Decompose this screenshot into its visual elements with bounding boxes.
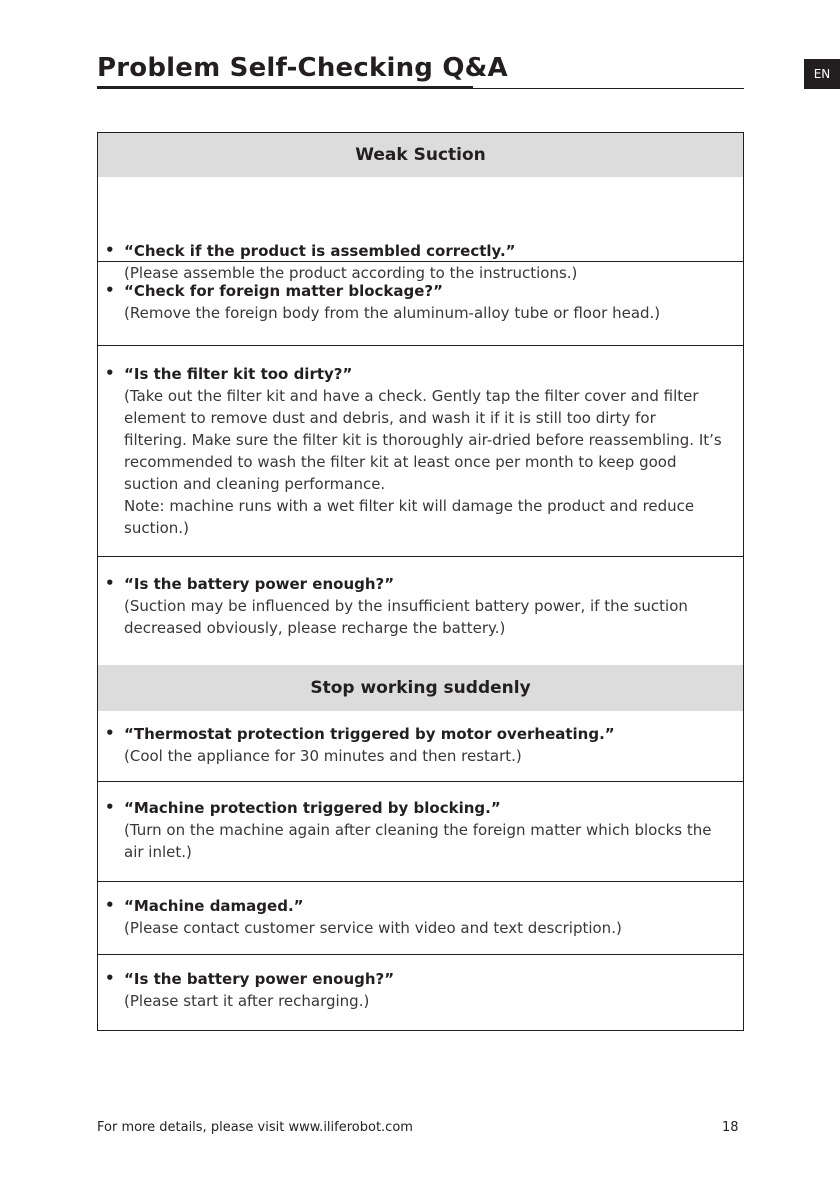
question-text: “Is the battery power enough?”: [124, 970, 395, 988]
question-text: “Is the battery power enough?”: [124, 575, 395, 593]
question-text: “Thermostat protection triggered by motor overheating.”: [124, 725, 615, 743]
qa-item: [98, 557, 743, 665]
header-rule: [97, 88, 744, 89]
question-text: “Is the filter kit too dirty?”: [124, 365, 353, 383]
question-text: “Machine protection triggered by blocking.”: [124, 799, 501, 817]
answer-text: (Suction may be influenced by the insufficient battery power, if the suction decreased obviously, please recharge the battery.): [124, 597, 688, 637]
qa-item: [98, 782, 743, 882]
bullet-icon: •: [105, 241, 115, 259]
qa-item: [98, 955, 743, 1030]
bullet-icon: •: [105, 574, 115, 592]
note-text: Note: machine runs with a wet filter kit will damage the product and reduce suction.): [124, 497, 695, 537]
section-heading-weak-suction: Weak Suction: [98, 133, 743, 177]
bullet-icon: •: [105, 896, 115, 914]
qa-item: [98, 882, 743, 955]
language-badge: EN: [804, 59, 840, 89]
page-number: 18: [722, 1120, 739, 1135]
bullet-icon: •: [105, 364, 115, 382]
bullet-icon: •: [105, 969, 115, 987]
qa-table: [97, 132, 744, 1031]
question-text: “Machine damaged.”: [124, 897, 304, 915]
answer-text: (Please assemble the product according to the instructions.): [124, 264, 578, 282]
page-title: Problem Self-Checking Q&A: [97, 53, 508, 83]
bullet-icon: •: [105, 281, 115, 299]
qa-item: [98, 711, 743, 782]
answer-text: (Cool the appliance for 30 minutes and then restart.): [124, 747, 522, 765]
question-text: “Check for foreign matter blockage?”: [124, 282, 443, 300]
answer-text: (Turn on the machine again after cleaning the foreign matter which blocks the air inlet.): [124, 821, 712, 861]
section-heading-stop-working: Stop working suddenly: [98, 665, 743, 711]
qa-item: [98, 177, 743, 282]
qa-item: [98, 262, 743, 346]
footer-website-note: For more details, please visit www.iliferobot.com: [97, 1120, 413, 1135]
answer-text: (Please start it after recharging.): [124, 992, 370, 1010]
answer-text: (Remove the foreign body from the aluminum-alloy tube or floor head.): [124, 304, 661, 322]
qa-item: [98, 346, 743, 557]
answer-text: (Please contact customer service with video and text description.): [124, 919, 622, 937]
bullet-icon: •: [105, 724, 115, 742]
answer-text: (Take out the filter kit and have a check. Gently tap the filter cover and filter element to remove dust and debris, and wash it if it is still too dirty for filtering. Make sure the filter kit is thoroughly air-dried before reassembling. It’s recommended to wash the filter kit at least once per month to keep good suction and cleaning performance.: [124, 387, 722, 493]
question-text: “Check if the product is assembled correctly.”: [124, 242, 516, 260]
bullet-icon: •: [105, 798, 115, 816]
